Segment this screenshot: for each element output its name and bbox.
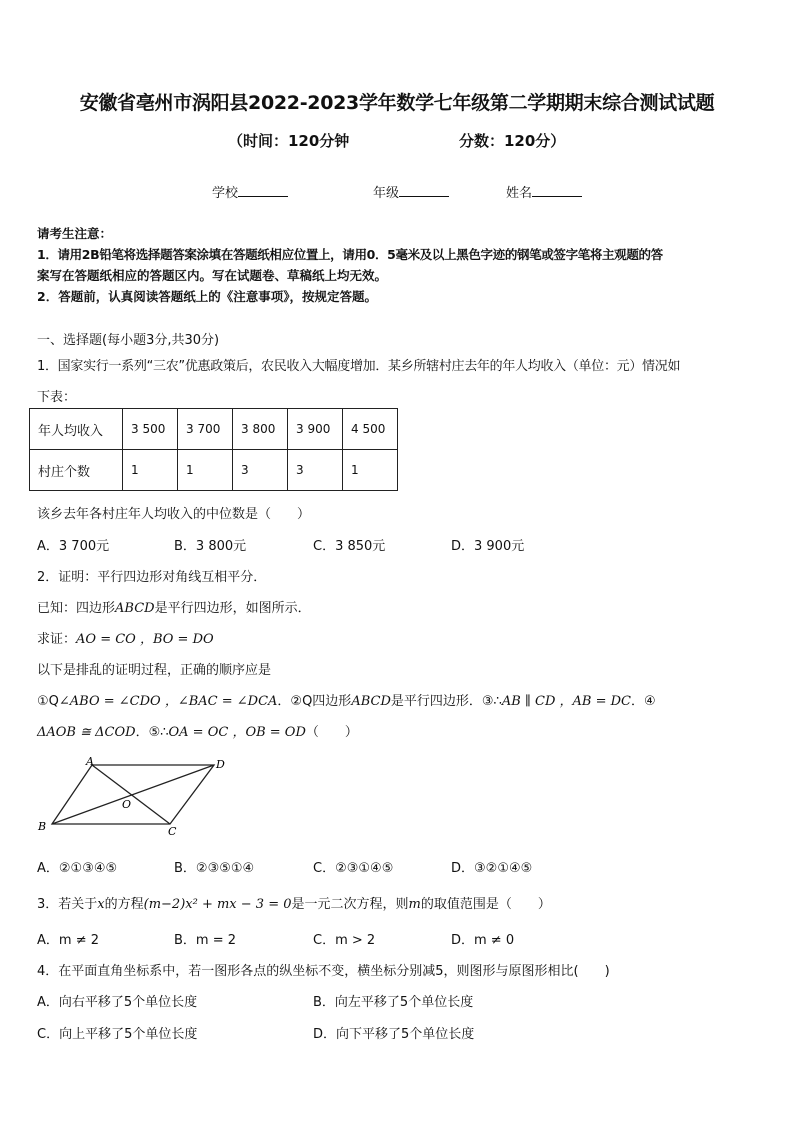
grade-blank[interactable] xyxy=(399,184,449,197)
exam-score: 分数：120分） xyxy=(459,132,566,150)
notice-line2: 2．答题前，认真阅读答题纸上的《注意事项》，按规定答题。 xyxy=(37,289,377,304)
q3-stem xyxy=(37,893,551,912)
notice-line1b: 案写在答题纸相应的答题区内。写在试题卷、草稿纸上均无效。 xyxy=(37,268,388,283)
q2-given-text2: 是平行四边形，如图所示． xyxy=(154,601,311,616)
q2-step5-text: ．⑤∴ xyxy=(135,725,169,740)
table-cell: 3 xyxy=(288,450,343,491)
q2-given-text: 已知：四边形 xyxy=(37,601,116,616)
q3-option-b[interactable]: B．m = 2 xyxy=(174,933,237,948)
table-header-cell: 村庄个数 xyxy=(30,450,123,491)
exam-time: （时间：120分钟 xyxy=(228,132,350,150)
q2-step2-text: ．②Q四边形 xyxy=(277,694,352,709)
q2-option-a[interactable]: A．②①③④⑤ xyxy=(37,861,118,876)
table-row xyxy=(30,409,398,450)
q1-option-b[interactable]: B．3 800元 xyxy=(174,539,247,554)
q4-stem: 4．在平面直角坐标系中，若一图形各点的纵坐标不变，横坐标分别减5，则图形与原图形相比( ) xyxy=(37,964,610,979)
q1-option-c[interactable]: C．3 850元 xyxy=(313,539,386,554)
vertex-label-b: B xyxy=(38,820,47,833)
q2-given-math: ABCD xyxy=(115,601,155,616)
q3-stem-text3: 是一元二次方程，则 xyxy=(291,897,409,912)
name-label: 姓名 xyxy=(506,186,533,201)
grade-label: 年级 xyxy=(373,186,400,201)
notice-heading: 请考生注意： xyxy=(37,226,113,241)
table-cell: 3 800 xyxy=(233,409,288,450)
q3-stem-text: 3．若关于 xyxy=(37,897,98,912)
name-field xyxy=(506,182,582,201)
parallelogram-figure xyxy=(34,754,234,838)
q2-step4-marker: ．④ xyxy=(631,694,656,709)
q1-stem: 1．国家实行一系列“三农”优惠政策后，农民收入大幅度增加．某乡所辖村庄去年的年人均收入（单位：元）情况如 xyxy=(37,359,681,374)
q4-option-b[interactable]: B．向左平移了5个单位长度 xyxy=(313,995,474,1010)
q3-option-c[interactable]: C．m > 2 xyxy=(313,933,376,948)
q1-question: 该乡去年各村庄年人均收入的中位数是（ ） xyxy=(37,507,311,522)
q2-steps-line1 xyxy=(37,690,656,709)
q4-option-c[interactable]: C．向上平移了5个单位长度 xyxy=(37,1027,198,1042)
q2-option-c[interactable]: C．②③①④⑤ xyxy=(313,861,394,876)
q3-var-x: x xyxy=(97,897,105,912)
grade-field xyxy=(373,182,449,201)
q1-option-d[interactable]: D．3 900元 xyxy=(451,539,525,554)
diagonal-bd xyxy=(52,765,214,824)
vertex-label-d: D xyxy=(216,758,225,771)
q1-option-a[interactable]: A．3 700元 xyxy=(37,539,110,554)
notice-line1: 1．请用2B铅笔将选择题答案涂填在答题纸相应位置上，请用0．5毫米及以上黑色字迹的钢笔或签字笔将主观题的答 xyxy=(37,247,663,262)
q2-prove xyxy=(37,628,214,647)
q2-step5-math: OA = OC ，OB = OD xyxy=(168,725,306,740)
table-cell: 3 900 xyxy=(288,409,343,450)
center-label-o: O xyxy=(122,798,132,811)
table-cell: 3 700 xyxy=(178,409,233,450)
page-title: 安徽省亳州市涡阳县2022-2023学年数学七年级第二学期期末综合测试试题 xyxy=(79,92,715,114)
table-cell: 3 500 xyxy=(123,409,178,450)
q2-step3-math: AB ∥ CD ，AB = DC xyxy=(501,694,631,709)
q2-prove-text: 求证： xyxy=(37,632,77,647)
q3-stem-text4: 的取值范围是（ ） xyxy=(420,897,551,912)
q3-stem-text2: 的方程 xyxy=(104,897,144,912)
table-row xyxy=(30,450,398,491)
table-cell: 1 xyxy=(178,450,233,491)
name-blank[interactable] xyxy=(532,184,582,197)
table-header-cell: 年人均收入 xyxy=(30,409,123,450)
q2-step2-math: ABCD xyxy=(351,694,391,709)
diagonal-ac xyxy=(92,765,170,824)
table-cell: 4 500 xyxy=(343,409,398,450)
q1-stem-cont: 下表： xyxy=(37,390,77,405)
q2-instruction: 以下是排乱的证明过程，正确的顺序应是 xyxy=(37,663,272,678)
q3-option-d[interactable]: D．m ≠ 0 xyxy=(451,933,515,948)
school-label: 学校 xyxy=(212,186,239,201)
q2-option-d[interactable]: D．③②①④⑤ xyxy=(451,861,533,876)
vertex-label-a: A xyxy=(86,755,94,768)
section-heading: 一、选择题(每小题3分,共30分) xyxy=(37,333,220,348)
q2-option-b[interactable]: B．②③⑤①④ xyxy=(174,861,255,876)
q3-var-m: m xyxy=(408,897,421,912)
school-field xyxy=(212,182,288,201)
q2-answer-paren: （ ） xyxy=(305,725,358,740)
income-table xyxy=(29,408,398,491)
table-cell: 1 xyxy=(123,450,178,491)
q2-prove-math: AO = CO ，BO = DO xyxy=(76,632,214,647)
q2-stem: 2．证明：平行四边形对角线互相平分． xyxy=(37,570,267,585)
vertex-label-c: C xyxy=(168,825,177,838)
q4-option-a[interactable]: A．向右平移了5个单位长度 xyxy=(37,995,198,1010)
q2-step4-math: ΔAOB ≅ ΔCOD xyxy=(37,725,136,740)
q2-step1-math: ∠ABO = ∠CDO ，∠BAC = ∠DCA xyxy=(58,694,278,709)
q3-option-a[interactable]: A．m ≠ 2 xyxy=(37,933,99,948)
school-blank[interactable] xyxy=(238,184,288,197)
q2-steps-line2 xyxy=(37,721,358,740)
table-cell: 1 xyxy=(343,450,398,491)
q2-step1-marker: ①Q xyxy=(37,694,59,709)
q4-option-d[interactable]: D．向下平移了5个单位长度 xyxy=(313,1027,475,1042)
q3-equation: (m−2)x² + mx − 3 = 0 xyxy=(143,897,292,912)
q2-given xyxy=(37,597,311,616)
q2-step3-text: 是平行四边形．③∴ xyxy=(390,694,502,709)
table-cell: 3 xyxy=(233,450,288,491)
